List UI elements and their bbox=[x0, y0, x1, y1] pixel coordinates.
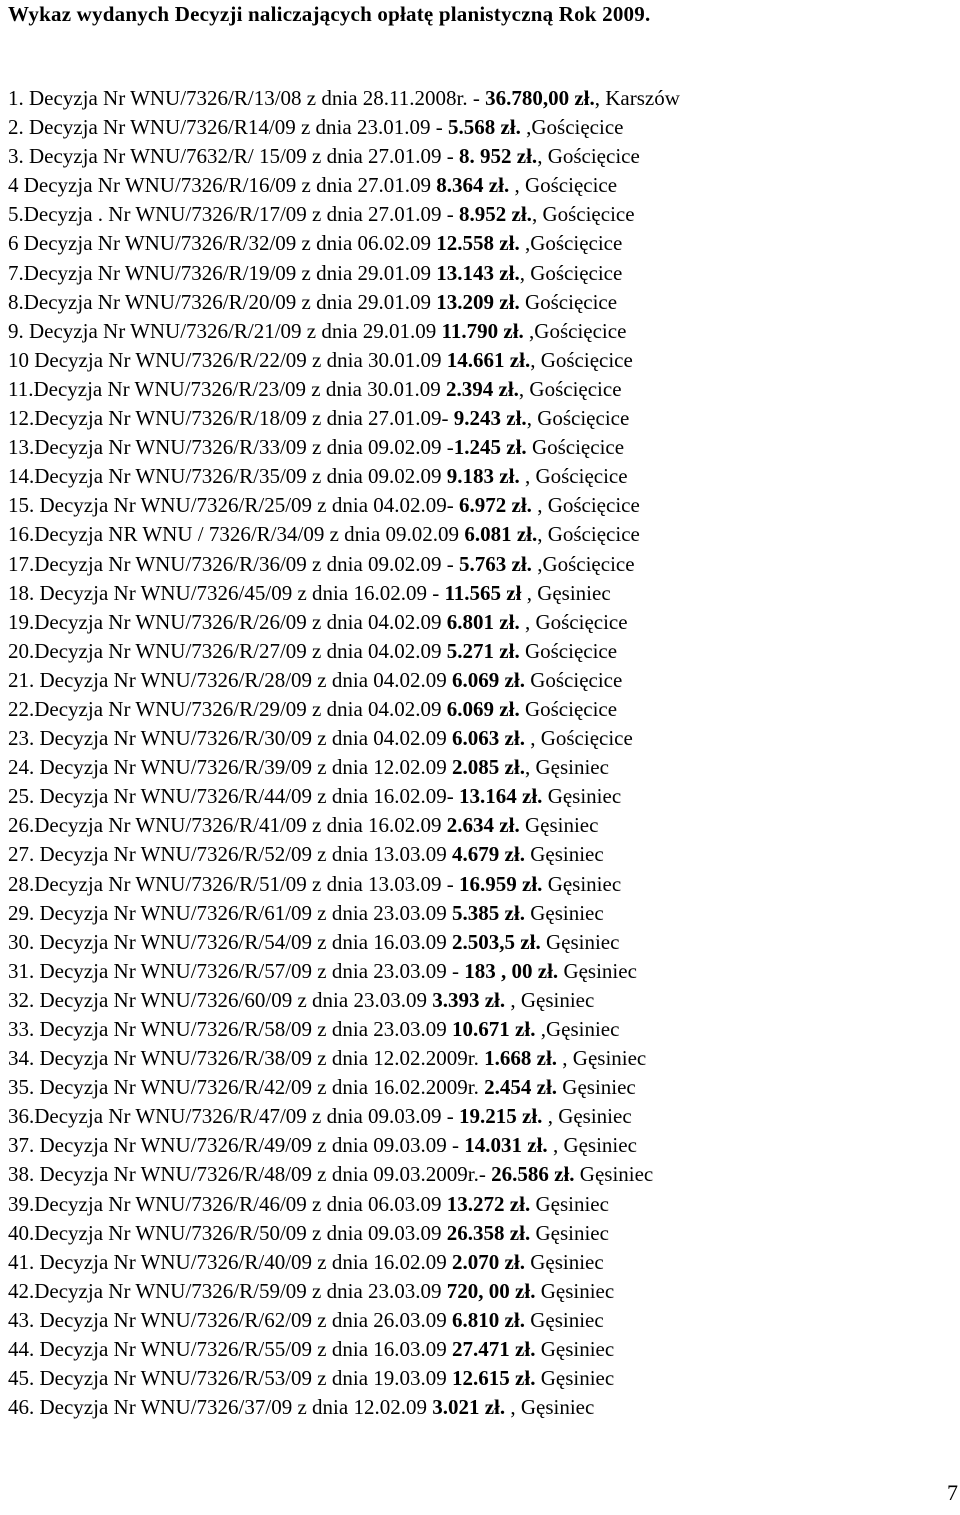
decision-list-item bbox=[8, 433, 680, 462]
decision-amount: 14.661 zł. bbox=[446, 347, 531, 372]
decision-location: Gęsiniec bbox=[519, 813, 599, 838]
decision-location: Gęsiniec bbox=[535, 1366, 615, 1391]
decision-text: 24. Decyzja Nr WNU/7326/R/39/09 z dnia 12.02.09 bbox=[8, 755, 453, 780]
decision-list-item bbox=[8, 1364, 680, 1393]
decision-list-item bbox=[8, 113, 680, 142]
decision-amount: 5.568 zł. bbox=[447, 115, 521, 140]
decision-list-item bbox=[8, 462, 680, 491]
decision-amount: 12.615 zł. bbox=[452, 1366, 536, 1391]
decision-amount: 6.063 zł. bbox=[452, 726, 525, 751]
decision-text: 40.Decyzja Nr WNU/7326/R/50/09 z dnia 09.03.09 bbox=[8, 1220, 447, 1245]
decision-amount: 27.471 zł. bbox=[452, 1337, 536, 1362]
decision-location: , Gościęcice bbox=[509, 173, 618, 198]
decision-list-item bbox=[8, 200, 680, 229]
decision-location: , Gościęcice bbox=[519, 260, 623, 285]
decision-location: ,Gościęcice bbox=[531, 551, 635, 576]
decision-amount: 183 , 00 zł. bbox=[464, 958, 559, 983]
decision-amount: 2.085 zł. bbox=[452, 755, 525, 780]
decision-list-item bbox=[8, 1073, 680, 1102]
decision-text: 14.Decyzja Nr WNU/7326/R/35/09 z dnia 09.02.09 bbox=[8, 464, 447, 489]
decision-amount: 6.801 zł. bbox=[446, 609, 520, 634]
decision-location: , Gościęcice bbox=[537, 144, 640, 169]
decision-amount: 1.668 zł. bbox=[484, 1046, 558, 1071]
decision-list-item bbox=[8, 520, 680, 549]
decision-list-item bbox=[8, 550, 680, 579]
decision-location: , Gęsiniec bbox=[547, 1133, 637, 1158]
decision-amount: 4.679 zł. bbox=[452, 842, 525, 867]
decision-list-item bbox=[8, 1015, 680, 1044]
decision-amount: 720, 00 zł. bbox=[446, 1278, 536, 1303]
decision-text: 21. Decyzja Nr WNU/7326/R/28/09 z dnia 04.02.09 bbox=[8, 667, 453, 692]
decision-amount: 26.586 zł. bbox=[491, 1162, 575, 1187]
decision-list-item bbox=[8, 695, 680, 724]
decision-text: 46. Decyzja Nr WNU/7326/37/09 z dnia 12.02.09 bbox=[8, 1395, 433, 1420]
decision-amount: 11.790 zł. bbox=[441, 318, 524, 343]
decision-location: , Gęsiniec bbox=[542, 1104, 632, 1129]
decision-list-item bbox=[8, 84, 680, 113]
decision-location: ,Gęsiniec bbox=[535, 1017, 620, 1041]
decision-list-item bbox=[8, 579, 680, 608]
decision-amount: 13.272 zł. bbox=[446, 1191, 531, 1216]
decision-list-item bbox=[8, 346, 680, 375]
decision-amount: 10.671 zł. bbox=[452, 1017, 536, 1041]
decision-list-item bbox=[8, 1219, 680, 1248]
decision-location: , Gościęcice bbox=[531, 493, 640, 518]
document-title: Wykaz wydanych Decyzji naliczających opłatę planistyczną Rok 2009. bbox=[8, 2, 651, 26]
decision-list-item bbox=[8, 259, 680, 288]
decision-text: 32. Decyzja Nr WNU/7326/60/09 z dnia 23.03.09 bbox=[8, 987, 433, 1012]
decision-location: ,Gościęcice bbox=[520, 115, 624, 140]
decision-text: 8.Decyzja Nr WNU/7326/R/20/09 z dnia 29.01.09 bbox=[8, 289, 437, 314]
decision-text: 34. Decyzja Nr WNU/7326/R/38/09 z dnia 12.02.2009r. bbox=[8, 1046, 485, 1071]
decision-text: 38. Decyzja Nr WNU/7326/R/48/09 z dnia 09.03.2009r.- bbox=[8, 1162, 492, 1187]
decision-location: Gęsiniec bbox=[557, 1075, 636, 1100]
decision-text: 25. Decyzja Nr WNU/7326/R/44/09 z dnia 16.02.09- bbox=[8, 784, 460, 809]
decision-text: 11.Decyzja Nr WNU/7326/R/23/09 z dnia 30.01.09 bbox=[8, 376, 447, 401]
decision-text: 45. Decyzja Nr WNU/7326/R/53/09 z dnia 19.03.09 bbox=[8, 1366, 453, 1391]
decision-text: 19.Decyzja Nr WNU/7326/R/26/09 z dnia 04.02.09 bbox=[8, 609, 447, 634]
decision-list-item bbox=[8, 229, 680, 258]
decision-text: 6 Decyzja Nr WNU/7326/R/32/09 z dnia 06.02.09 bbox=[8, 231, 437, 256]
decision-amount: 6.810 zł. bbox=[452, 1307, 525, 1332]
decision-location: ,Gościęcice bbox=[523, 318, 627, 343]
decision-location: Gościęcice bbox=[519, 638, 618, 663]
decision-text: 12.Decyzja Nr WNU/7326/R/18/09 z dnia 27.01.09- bbox=[8, 406, 454, 431]
decision-text: 3. Decyzja Nr WNU/7632/R/ 15/09 z dnia 27.01.09 - bbox=[8, 144, 460, 169]
decision-location: , Gościęcice bbox=[526, 406, 630, 431]
decision-list-item bbox=[8, 288, 680, 317]
decision-list-item bbox=[8, 1248, 680, 1277]
decision-list-item bbox=[8, 753, 680, 782]
decision-amount: 11.565 zł bbox=[444, 580, 522, 605]
decision-location: Gościęcice bbox=[526, 435, 625, 460]
decision-location: Gościęcice bbox=[519, 696, 618, 721]
decision-text: 1. Decyzja Nr WNU/7326/R/13/08 z dnia 28.11.2008r. - bbox=[8, 86, 486, 110]
decision-text: 13.Decyzja Nr WNU/7326/R/33/09 z dnia 09.02.09 - bbox=[8, 435, 454, 460]
decision-location: , Gościęcice bbox=[518, 376, 622, 401]
decision-text: 36.Decyzja Nr WNU/7326/R/47/09 z dnia 09.03.09 - bbox=[8, 1104, 460, 1129]
page-number: 7 bbox=[947, 1480, 958, 1505]
decision-location: Gęsiniec bbox=[535, 1278, 615, 1303]
decision-amount: 6.972 zł. bbox=[459, 493, 532, 518]
decision-location: Gościęcice bbox=[524, 667, 623, 692]
decision-list-item bbox=[8, 1335, 680, 1364]
decision-list-item bbox=[8, 782, 680, 811]
decision-amount: 2.070 zł. bbox=[452, 1249, 525, 1274]
decision-amount: 2.503,5 zł. bbox=[452, 929, 541, 954]
decision-list bbox=[8, 84, 680, 1422]
decision-text: 28.Decyzja Nr WNU/7326/R/51/09 z dnia 13.03.09 - bbox=[8, 871, 460, 896]
decision-list-item bbox=[8, 986, 680, 1015]
decision-amount: 6.069 zł. bbox=[446, 696, 520, 721]
decision-text: 16.Decyzja NR WNU / 7326/R/34/09 z dnia 09.02.09 bbox=[8, 522, 465, 547]
decision-location: , Gościęcice bbox=[531, 202, 635, 227]
decision-list-item bbox=[8, 870, 680, 899]
decision-list-item bbox=[8, 142, 680, 171]
decision-amount: 2.454 zł. bbox=[484, 1075, 558, 1100]
decision-text: 22.Decyzja Nr WNU/7326/R/29/09 z dnia 04.02.09 bbox=[8, 696, 447, 721]
decision-location: Gęsiniec bbox=[542, 784, 622, 809]
decision-amount: 12.558 zł. bbox=[436, 231, 520, 256]
decision-amount: 5.385 zł. bbox=[452, 900, 525, 925]
decision-list-item bbox=[8, 491, 680, 520]
decision-amount: 14.031 zł. bbox=[464, 1133, 548, 1158]
decision-location: , Gościęcice bbox=[537, 522, 640, 547]
decision-location: , Gęsiniec bbox=[505, 987, 595, 1012]
decision-text: 15. Decyzja Nr WNU/7326/R/25/09 z dnia 04.02.09- bbox=[8, 493, 460, 518]
decision-location: , Gościęcice bbox=[530, 347, 633, 372]
decision-location: Gęsiniec bbox=[524, 900, 604, 925]
decision-list-item bbox=[8, 811, 680, 840]
decision-text: 37. Decyzja Nr WNU/7326/R/49/09 z dnia 09.03.09 - bbox=[8, 1133, 465, 1158]
decision-list-item bbox=[8, 317, 680, 346]
decision-amount: 36.780,00 zł. bbox=[485, 86, 595, 110]
decision-list-item bbox=[8, 1277, 680, 1306]
decision-list-item bbox=[8, 1306, 680, 1335]
decision-location: Gęsiniec bbox=[524, 1307, 604, 1332]
decision-location: Gęsiniec bbox=[558, 958, 637, 983]
decision-amount: 13.209 zł. bbox=[436, 289, 520, 314]
decision-text: 7.Decyzja Nr WNU/7326/R/19/09 z dnia 29.01.09 bbox=[8, 260, 437, 285]
decision-text: 44. Decyzja Nr WNU/7326/R/55/09 z dnia 16.03.09 bbox=[8, 1337, 453, 1362]
decision-location: Gęsiniec bbox=[524, 842, 604, 867]
decision-amount: 9.243 zł. bbox=[453, 406, 527, 431]
decision-location: , Gościęcice bbox=[519, 464, 628, 489]
decision-list-item bbox=[8, 1102, 680, 1131]
decision-list-item bbox=[8, 928, 680, 957]
decision-amount: 6.069 zł. bbox=[452, 667, 525, 692]
decision-text: 31. Decyzja Nr WNU/7326/R/57/09 z dnia 23.03.09 - bbox=[8, 958, 465, 983]
decision-text: 30. Decyzja Nr WNU/7326/R/54/09 z dnia 16.03.09 bbox=[8, 929, 453, 954]
decision-location: , Gęsiniec bbox=[521, 580, 611, 605]
decision-text: 27. Decyzja Nr WNU/7326/R/52/09 z dnia 13.03.09 bbox=[8, 842, 453, 867]
decision-list-item bbox=[8, 404, 680, 433]
decision-amount: 13.143 zł. bbox=[436, 260, 520, 285]
decision-text: 43. Decyzja Nr WNU/7326/R/62/09 z dnia 26.03.09 bbox=[8, 1307, 453, 1332]
decision-text: 26.Decyzja Nr WNU/7326/R/41/09 z dnia 16.02.09 bbox=[8, 813, 447, 838]
decision-list-item bbox=[8, 666, 680, 695]
decision-amount: 2.634 zł. bbox=[446, 813, 520, 838]
decision-list-item bbox=[8, 840, 680, 869]
decision-list-item bbox=[8, 608, 680, 637]
decision-text: 10 Decyzja Nr WNU/7326/R/22/09 z dnia 30.01.09 bbox=[8, 347, 447, 372]
decision-amount: 16.959 zł. bbox=[459, 871, 543, 896]
decision-text: 29. Decyzja Nr WNU/7326/R/61/09 z dnia 23.03.09 bbox=[8, 900, 453, 925]
decision-text: 23. Decyzja Nr WNU/7326/R/30/09 z dnia 04.02.09 bbox=[8, 726, 453, 751]
decision-list-item bbox=[8, 1044, 680, 1073]
decision-text: 9. Decyzja Nr WNU/7326/R/21/09 z dnia 29.01.09 bbox=[8, 318, 442, 343]
decision-list-item bbox=[8, 1190, 680, 1219]
decision-text: 17.Decyzja Nr WNU/7326/R/36/09 z dnia 09.02.09 - bbox=[8, 551, 460, 576]
decision-amount: 19.215 zł. bbox=[459, 1104, 543, 1129]
decision-location: Gęsiniec bbox=[542, 871, 622, 896]
decision-text: 2. Decyzja Nr WNU/7326/R14/09 z dnia 23.01.09 - bbox=[8, 115, 448, 140]
decision-text: 39.Decyzja Nr WNU/7326/R/46/09 z dnia 06.03.09 bbox=[8, 1191, 447, 1216]
decision-amount: 3.393 zł. bbox=[432, 987, 506, 1012]
decision-location: , Gościęcice bbox=[519, 609, 628, 634]
decision-list-item bbox=[8, 957, 680, 986]
decision-list-item bbox=[8, 637, 680, 666]
decision-list-item bbox=[8, 375, 680, 404]
decision-amount: 6.081 zł. bbox=[464, 522, 538, 547]
decision-location: Gęsiniec bbox=[574, 1162, 654, 1187]
decision-list-item bbox=[8, 1393, 680, 1422]
decision-location: , Karszów bbox=[594, 86, 680, 110]
decision-list-item bbox=[8, 1160, 680, 1189]
decision-text: 4 Decyzja Nr WNU/7326/R/16/09 z dnia 27.01.09 bbox=[8, 173, 437, 198]
decision-list-item bbox=[8, 171, 680, 200]
decision-list-item bbox=[8, 724, 680, 753]
decision-location: Gościęcice bbox=[519, 289, 618, 314]
decision-amount: 5.763 zł. bbox=[459, 551, 532, 576]
decision-text: 35. Decyzja Nr WNU/7326/R/42/09 z dnia 16.02.2009r. bbox=[8, 1075, 485, 1100]
decision-amount: 8.364 zł. bbox=[436, 173, 510, 198]
decision-location: Gęsiniec bbox=[540, 929, 620, 954]
decision-location: Gęsiniec bbox=[530, 1220, 609, 1245]
decision-amount: 2.394 zł. bbox=[446, 376, 519, 401]
decision-text: 20.Decyzja Nr WNU/7326/R/27/09 z dnia 04.02.09 bbox=[8, 638, 447, 663]
decision-amount: 8. 952 zł. bbox=[459, 144, 538, 169]
decision-location: , Gęsiniec bbox=[524, 755, 609, 780]
decision-location: , Gościęcice bbox=[524, 726, 633, 751]
decision-list-item bbox=[8, 1131, 680, 1160]
decision-text: 42.Decyzja Nr WNU/7326/R/59/09 z dnia 23.03.09 bbox=[8, 1278, 447, 1303]
decision-location: Gęsiniec bbox=[530, 1191, 609, 1216]
decision-list-item bbox=[8, 899, 680, 928]
decision-location: , Gęsiniec bbox=[557, 1046, 647, 1071]
decision-amount: 3.021 zł. bbox=[432, 1395, 506, 1420]
decision-amount: 13.164 zł. bbox=[459, 784, 543, 809]
decision-text: 33. Decyzja Nr WNU/7326/R/58/09 z dnia 23.03.09 bbox=[8, 1017, 453, 1041]
decision-amount: 5.271 zł. bbox=[446, 638, 520, 663]
decision-amount: 9.183 zł. bbox=[446, 464, 520, 489]
decision-text: 18. Decyzja Nr WNU/7326/45/09 z dnia 16.02.09 - bbox=[8, 580, 445, 605]
decision-text: 5.Decyzja . Nr WNU/7326/R/17/09 z dnia 27.01.09 - bbox=[8, 202, 460, 227]
decision-location: Gęsiniec bbox=[535, 1337, 615, 1362]
decision-amount: 1.245 zł. bbox=[453, 435, 527, 460]
decision-amount: 8.952 zł. bbox=[459, 202, 532, 227]
decision-location: Gęsiniec bbox=[524, 1249, 604, 1274]
decision-location: ,Gościęcice bbox=[519, 231, 623, 256]
decision-text: 41. Decyzja Nr WNU/7326/R/40/09 z dnia 16.02.09 bbox=[8, 1249, 453, 1274]
decision-location: , Gęsiniec bbox=[505, 1395, 595, 1420]
decision-amount: 26.358 zł. bbox=[446, 1220, 531, 1245]
